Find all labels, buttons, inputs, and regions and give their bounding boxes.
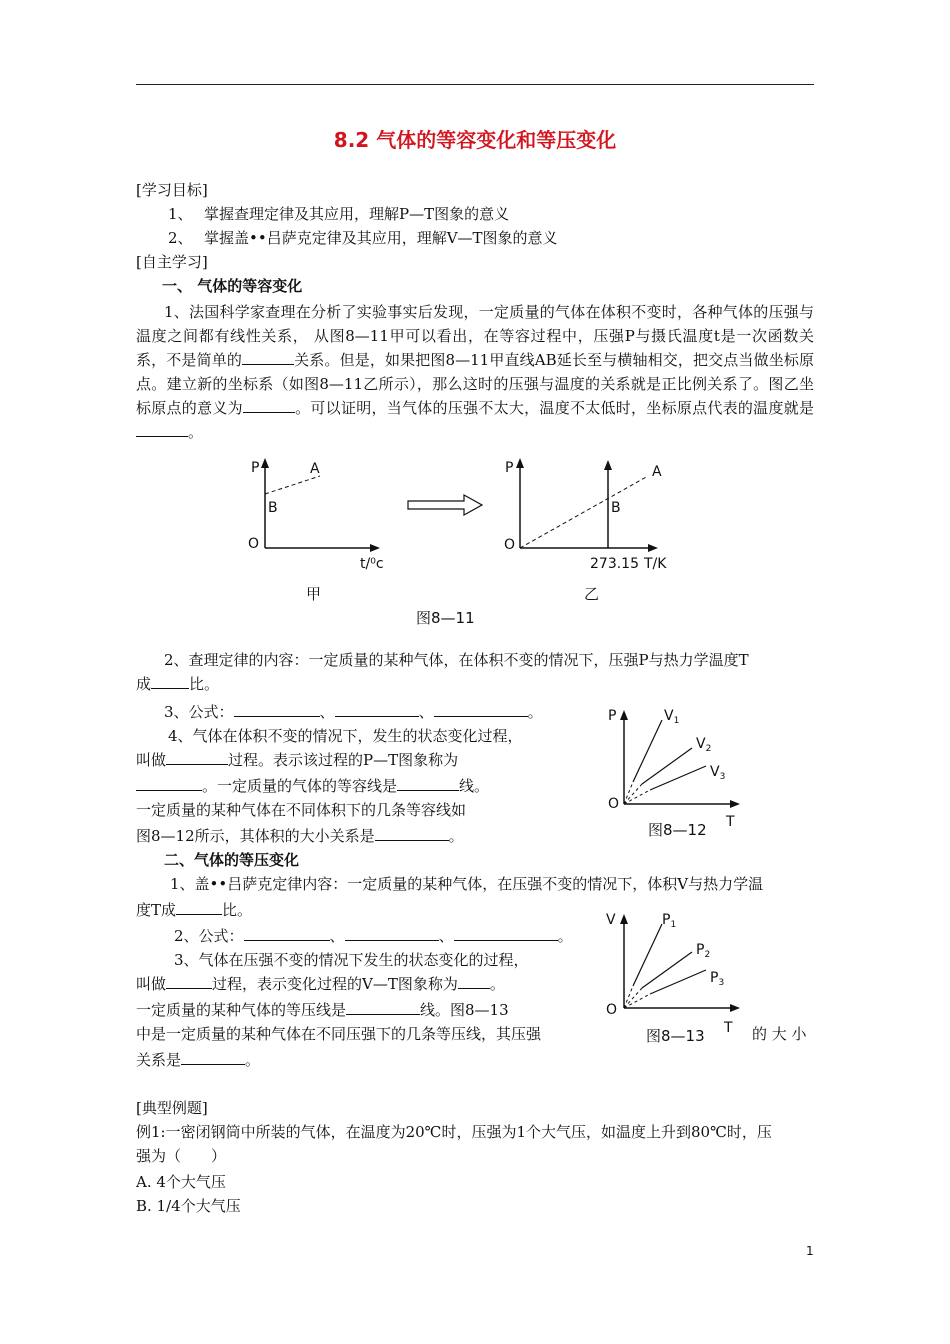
figure-8-12-caption: 图8—12 [648, 821, 707, 839]
paragraph-isobaric-l2: 叫做 过程，表示变化过程的V—T图象称为 。 [136, 975, 505, 993]
fig812-label-P: P [608, 708, 617, 724]
blank-4[interactable] [151, 674, 189, 689]
blank-10[interactable] [397, 776, 459, 791]
fig813-label-P1: $P_1$ [662, 912, 677, 930]
fig813-y-arrow [620, 914, 628, 924]
paragraph-isobaric-l3: 一定质量的某种气体的等压线是 线。图8—13 [136, 1001, 509, 1019]
paragraph-charles-law-content-2: 成 比。 [136, 675, 220, 693]
figure-8-11-caption: 图8—11 [416, 609, 475, 627]
fig813-p2-line [642, 952, 692, 988]
figure-8-11-yi-caption: 乙 [584, 585, 600, 603]
paragraph-formula-2: 2、公式： 、 、 。 [174, 927, 573, 945]
paragraph-isobaric-l4-tail: 的 大 小 [752, 1025, 807, 1043]
blank-19[interactable] [181, 1050, 245, 1065]
fig812-y-arrow [620, 710, 628, 720]
blank-11[interactable] [375, 826, 449, 841]
blank-9[interactable] [136, 776, 202, 791]
option-b: B. 1/4个大气压 [136, 1197, 241, 1215]
yi-vertical-arrow [604, 460, 612, 470]
goal-1: 掌握查理定律及其应用，理解P—T图象的意义 [204, 205, 510, 223]
jia-label-B: B [268, 500, 278, 516]
header-rule [136, 84, 814, 85]
yi-label-B: B [611, 500, 621, 516]
blank-17[interactable] [458, 974, 490, 989]
examples-heading: [典型例题] [136, 1099, 208, 1117]
yi-label-A: A [652, 464, 662, 480]
fig813-p2-dash [624, 988, 642, 1008]
blank-15[interactable] [454, 926, 558, 941]
blank-12[interactable] [176, 900, 222, 915]
blank-1[interactable] [242, 350, 294, 365]
fig812-v2-line [642, 748, 692, 784]
blank-13[interactable] [244, 926, 330, 941]
goal-2: 掌握盖••吕萨克定律及其应用，理解V—T图象的意义 [204, 229, 558, 247]
yi-x-arrow [648, 544, 658, 552]
goals-heading: [学习目标] [136, 181, 208, 199]
blank-6[interactable] [335, 702, 419, 717]
paragraph-isochoric-l4: 一定质量的某种气体在不同体积下的几条等容线如 [136, 801, 467, 819]
section-2-heading: 二、气体的等压变化 [164, 851, 300, 869]
fig812-label-V2: $V_2$ [696, 736, 712, 754]
fig813-label-P2: $P_2$ [696, 942, 711, 960]
fig813-p3-dash [624, 994, 650, 1008]
fig812-v3-dash [624, 790, 650, 804]
jia-x-arrow [370, 544, 380, 552]
goal-1-number: 1、 [168, 205, 193, 223]
fig812-label-T: T [726, 814, 735, 830]
example-1-line-2: 强为（ ） [136, 1147, 227, 1165]
section-1-heading: 一、 气体的等容变化 [162, 277, 303, 295]
paragraph-charles-law-content: 2、查理定律的内容：一定质量的某种气体，在体积不变的情况下，压强P与热力学温度T [164, 651, 749, 669]
paragraph-isobaric-l4: 中是一定质量的某种气体在不同压强下的几条等压线，其压强 [136, 1025, 542, 1043]
fig812-label-V1: $V_1$ [664, 708, 680, 726]
blank-3[interactable] [136, 422, 188, 437]
yi-label-P: P [505, 460, 514, 476]
paragraph-isobaric-l5: 关系是 。 [136, 1051, 261, 1069]
fig812-v1-dash [624, 782, 633, 804]
fig812-v3-line [650, 766, 706, 790]
blank-5[interactable] [234, 702, 320, 717]
transform-arrow-icon [406, 494, 486, 516]
example-1-line-1: 例1:一密闭钢筒中所装的气体，在温度为20℃时，压强为1个大气压，如温度上升到80℃时，压 [136, 1123, 772, 1141]
fig813-label-P3: $P_3$ [710, 970, 725, 988]
jia-line-AB [265, 476, 320, 494]
blank-2[interactable] [243, 398, 295, 413]
paragraph-charles-law-intro: 1、法国科学家查理在分析了实验事实后发现，一定质量的气体在体积不变时，各种气体的压强与温度之间都有线性关系， 从图8—11甲可以看出，在等容过程中，压强P与摄氏温度t是一次函数关系，不是简单的 关系。但是，如果把图8—11甲直线AB延长至与横轴相交，把交点当做坐标原点。建立新的坐标系（如图8—11乙所示），那么这时的压强与温度的关系就是正比例关系了。图乙坐标原点的意义为 。可以证明，当气体的压强不太大，温度不太低时，坐标原点代表的温度就是。 [136, 303, 814, 441]
self-study-heading: [自主学习] [136, 253, 208, 271]
blank-18[interactable] [346, 1000, 420, 1015]
paragraph-isochoric-l2: 叫做 过程。表示该过程的P—T图象称为 [136, 751, 459, 769]
goal-2-number: 2、 [168, 229, 193, 247]
jia-label-P: P [251, 460, 260, 476]
option-a: A. 4个大气压 [136, 1173, 226, 1191]
fig812-x-arrow [730, 800, 740, 808]
paragraph-formula-1: 3、公式： 、 、 。 [164, 703, 543, 721]
paragraph-isochoric-l5: 图8—12所示，其体积的大小关系是 。 [136, 827, 464, 845]
figure-8-13 [600, 906, 750, 1036]
yi-x-label: T/K [644, 556, 667, 572]
page-number: 1 [806, 1244, 814, 1258]
fig813-p1-dash [624, 986, 633, 1008]
blank-14[interactable] [345, 926, 439, 941]
blank-8[interactable] [166, 750, 228, 765]
paragraph-isochoric-l3: 。一定质量的气体的等容线是 线。 [136, 776, 489, 796]
fig813-p3-line [650, 970, 706, 994]
yi-tick-273: 273.15 [590, 556, 639, 572]
jia-x-label: t/⁰c [360, 556, 384, 572]
fig813-label-O: O [606, 1002, 618, 1018]
jia-label-A: A [310, 461, 320, 477]
paragraph-gay-lussac-law-2: 度T成 比。 [136, 901, 253, 919]
jia-label-O: O [248, 536, 260, 552]
figure-8-11-jia [240, 456, 400, 576]
yi-line-OA [520, 476, 648, 548]
paragraph-gay-lussac-law: 1、盖••吕萨克定律内容：一定质量的某种气体，在压强不变的情况下，体积V与热力学温 [170, 875, 764, 893]
paragraph-isochoric-l1: 4、气体在体积不变的情况下，发生的状态变化过程， [168, 727, 523, 745]
fig813-x-arrow [730, 1004, 740, 1012]
figure-8-13-caption: 图8—13 [646, 1027, 705, 1045]
figure-8-11-yi [498, 456, 678, 576]
fig812-label-V3: $V_3$ [710, 764, 726, 782]
fig813-label-V: V [606, 912, 616, 928]
blank-7[interactable] [434, 702, 528, 717]
page-title: 8.2 气体的等容变化和等压变化 [333, 128, 617, 152]
fig813-label-T: T [724, 1020, 733, 1036]
fig812-label-O: O [608, 796, 620, 812]
yi-y-arrow [516, 458, 524, 468]
yi-label-O: O [504, 537, 516, 553]
paragraph-isobaric-l1: 3、气体在压强不变的情况下发生的状态变化的过程， [174, 951, 529, 969]
figure-8-12 [600, 702, 750, 832]
figure-8-11-jia-caption: 甲 [306, 585, 322, 603]
jia-y-arrow [261, 458, 269, 468]
blank-16[interactable] [166, 974, 212, 989]
fig812-v2-dash [624, 784, 642, 804]
